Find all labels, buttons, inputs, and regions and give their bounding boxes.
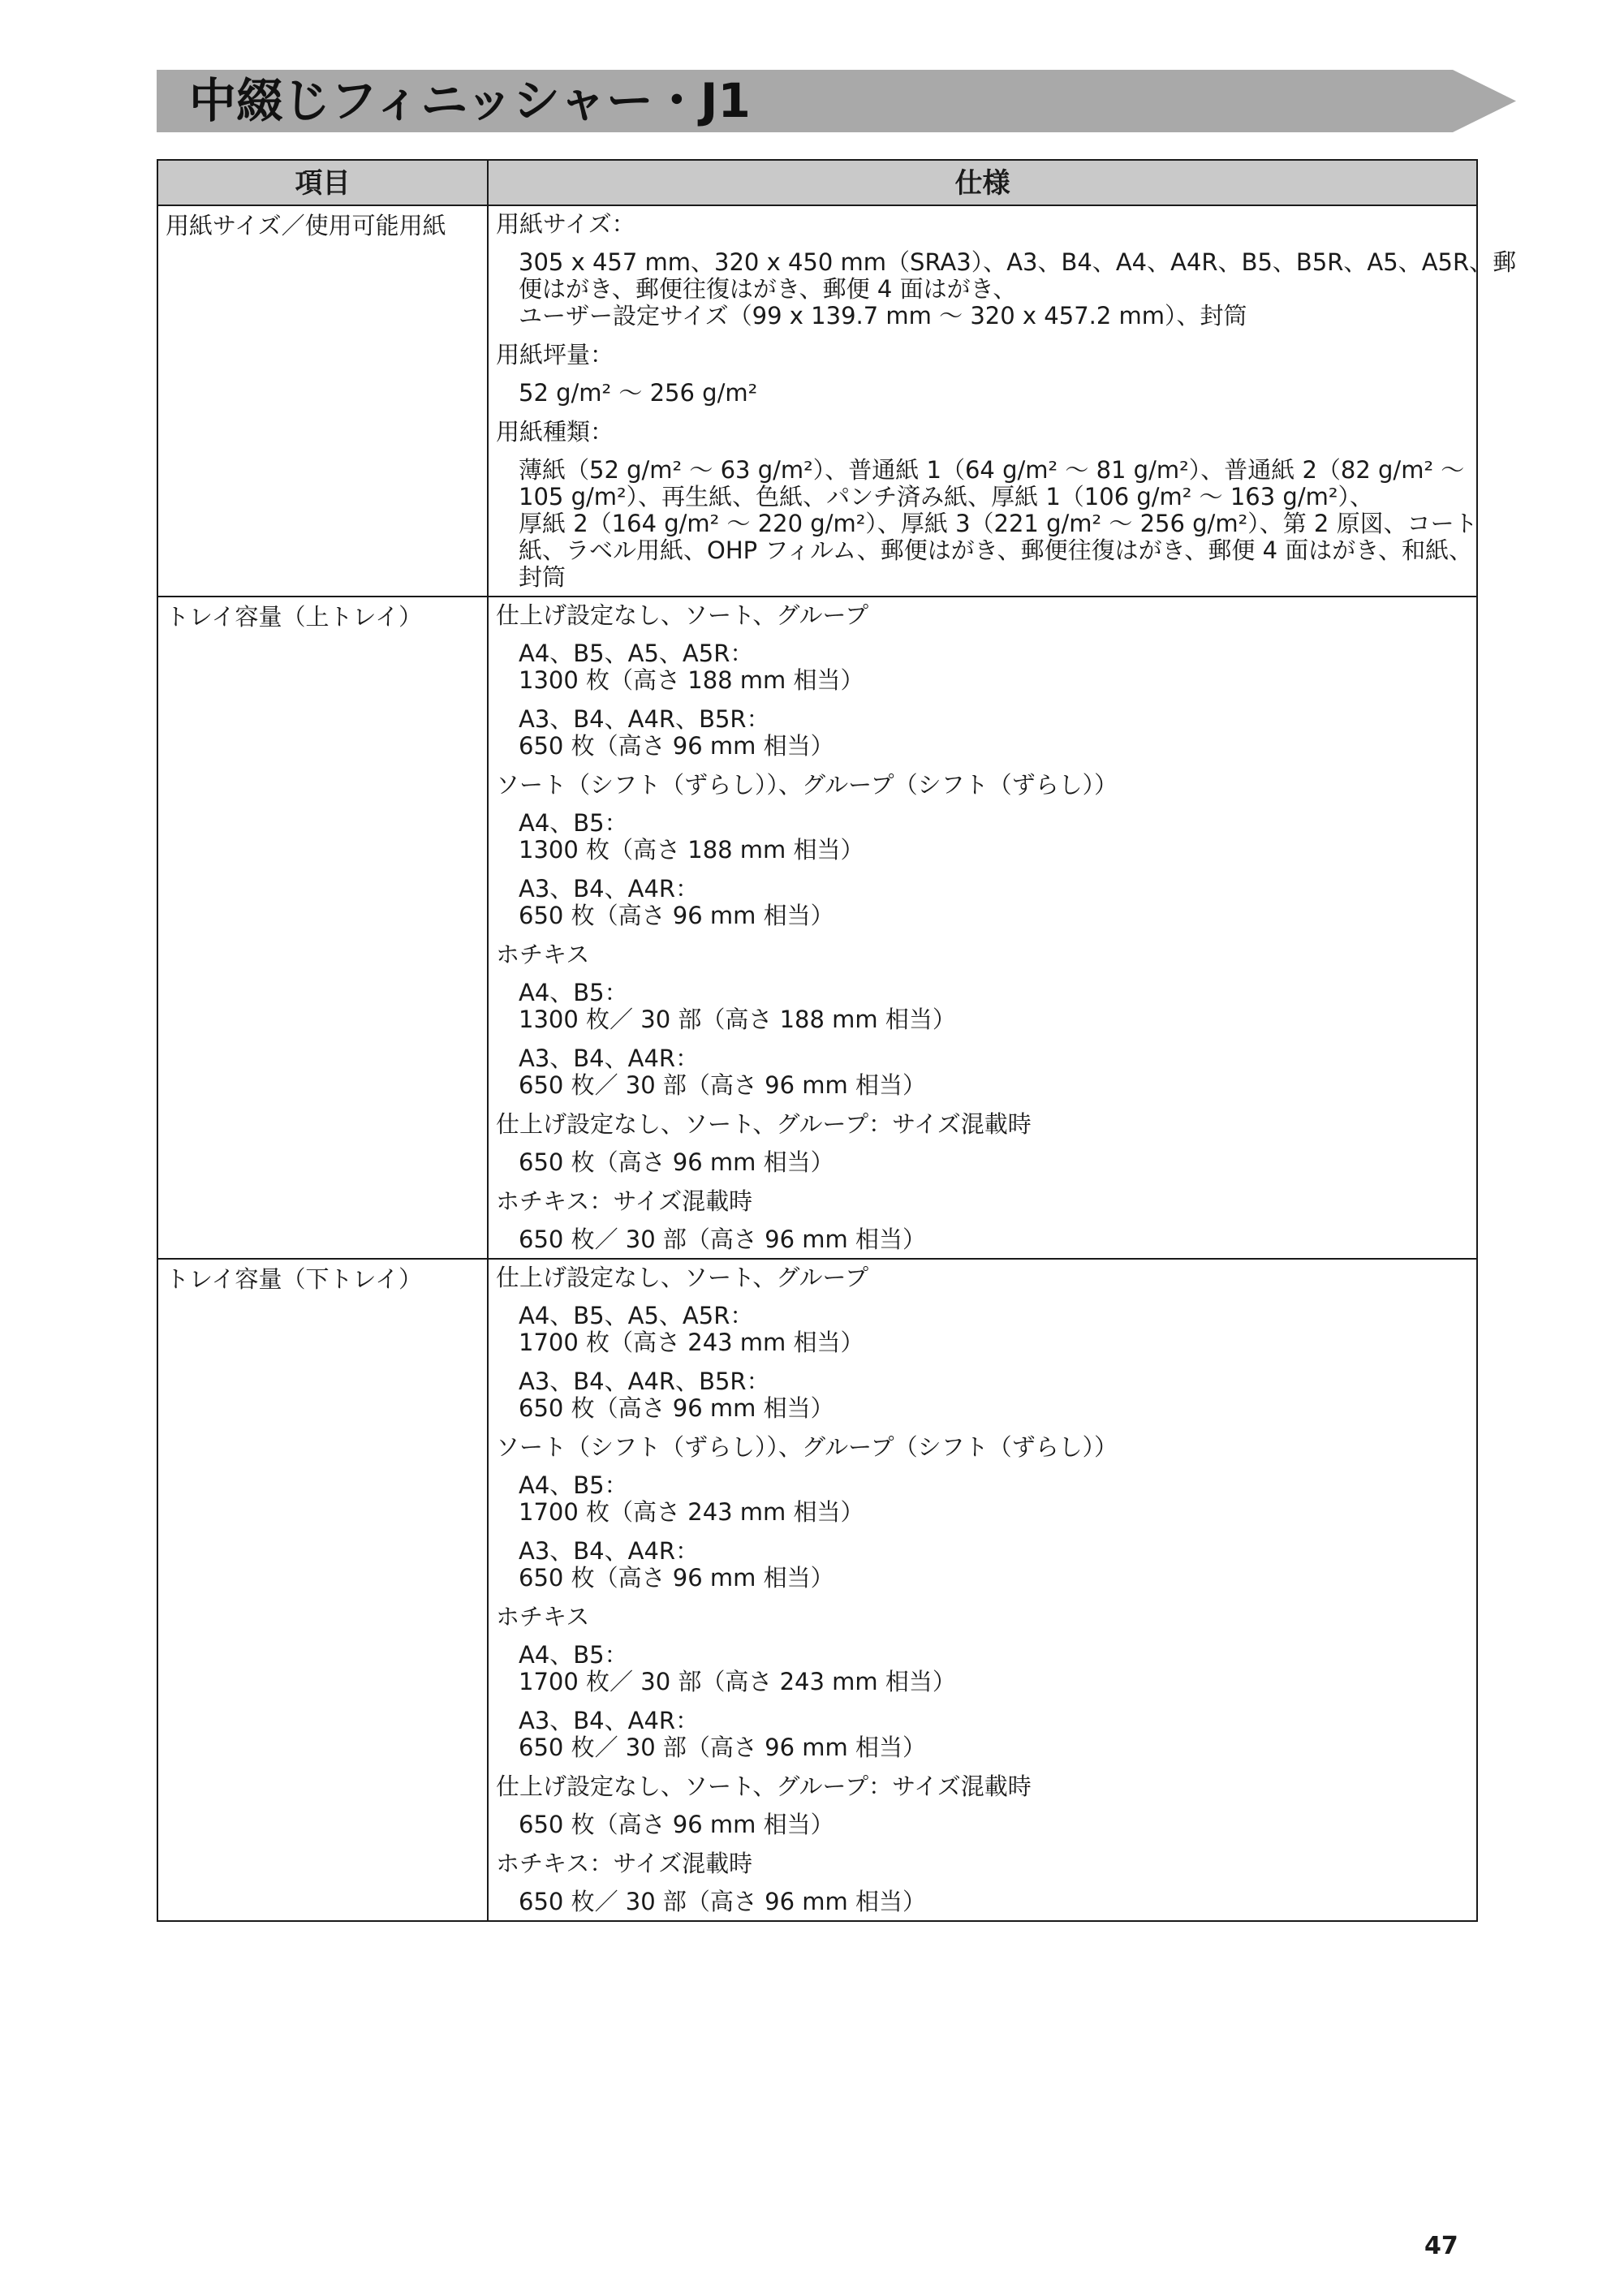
spec-cell [488,597,1477,1259]
spec-line: 650 枚（高さ 96 mm 相当） [519,1564,834,1592]
spec-heading: 仕上げ設定なし、ソート、グループ [496,1264,869,1291]
spec-line: A3、B4、A4R、B5R： [519,1368,770,1395]
spec-line: 650 枚／ 30 部（高さ 96 mm 相当） [519,1071,926,1099]
spec-heading: ソート（シフト（ずらし））、グループ（シフト（ずらし）） [496,1433,1118,1461]
spec-line: A3、B4、A4R： [519,1537,700,1565]
spec-detail [519,810,1470,864]
page-title: 中綴じフィニッシャー・J1 [189,73,751,128]
spec-line: ユーザー設定サイズ（99 x 139.7 mm ～ 320 x 457.2 mm）、封筒 [519,302,1247,330]
table-row [157,1259,1477,1921]
spec-detail [519,1889,1470,1915]
spec-detail [519,1368,1470,1422]
spec-detail [519,248,1517,330]
spec-line: 薄紙（52 g/m² ～ 63 g/m²）、普通紙 1（64 g/m² ～ 81 g/m²）、普通紙 2（82 g/m² ～ [519,456,1465,484]
spec-line: A4、B5： [519,1641,628,1669]
table-row [157,205,1477,597]
spec-detail [519,1811,1470,1838]
spec-heading: 仕上げ設定なし、ソート、グループ [496,601,869,629]
spec-line: 305 x 457 mm、320 x 450 mm（SRA3）、A3、B4、A4、A4R、B5、B5R、A5、A5R、郵 [519,248,1517,276]
spec-detail [519,1642,1470,1695]
page-number: 47 [1424,2232,1458,2260]
spec-heading: 仕上げ設定なし、ソート、グループ：サイズ混載時 [496,1773,1032,1800]
spec-line: A4、B5： [519,979,628,1006]
spec-line: 紙、ラベル用紙、OHP フィルム、郵便はがき、郵便往復はがき、郵便 4 面はがき、和紙、 [519,536,1473,564]
spec-heading: ホチキス：サイズ混載時 [496,1850,753,1877]
spec-line: A4、B5、A5、A5R： [519,640,754,667]
spec-line: A4、B5： [519,809,628,837]
spec-line: 650 枚（高さ 96 mm 相当） [519,732,834,760]
spec-heading: ホチキス [496,1603,590,1630]
spec-heading: ホチキス：サイズ混載時 [496,1187,753,1215]
item-cell: トレイ容量（上トレイ） [157,597,488,1259]
spec-detail [519,1708,1470,1761]
spec-line: A3、B4、A4R： [519,875,700,902]
spec-line: 1700 枚（高さ 243 mm 相当） [519,1329,864,1356]
spec-detail [519,1538,1470,1592]
spec-heading: 用紙サイズ： [496,210,635,238]
spec-line: A3、B4、A4R、B5R： [519,705,770,733]
spec-heading: 仕上げ設定なし、ソート、グループ：サイズ混載時 [496,1110,1032,1138]
spec-table [157,159,1517,1922]
header-item: 項目 [157,160,488,205]
spec-line: 650 枚（高さ 96 mm 相当） [519,1148,834,1176]
spec-line: 105 g/m²）、再生紙、色紙、パンチ済み紙、厚紙 1（106 g/m² ～ 163 g/m²）、 [519,483,1373,510]
spec-detail [519,1045,1470,1099]
spec-line: A4、B5、A5、A5R： [519,1302,754,1329]
spec-line: 1700 枚（高さ 243 mm 相当） [519,1498,864,1526]
spec-detail [519,380,1470,407]
spec-line: 便はがき、郵便往復はがき、郵便 4 面はがき、 [519,275,1017,303]
spec-detail [519,706,1470,760]
table-header-row [157,160,1477,205]
spec-line: 650 枚（高さ 96 mm 相当） [519,1394,834,1422]
spec-line: A3、B4、A4R： [519,1045,700,1072]
spec-cell [488,1259,1477,1921]
spec-detail [519,1303,1470,1356]
spec-line: 1300 枚（高さ 188 mm 相当） [519,666,864,694]
item-cell: 用紙サイズ／使用可能用紙 [157,205,488,597]
spec-heading: 用紙坪量： [496,341,614,368]
spec-detail [519,1149,1470,1176]
item-cell: トレイ容量（下トレイ） [157,1259,488,1921]
spec-line: 1700 枚／ 30 部（高さ 243 mm 相当） [519,1668,956,1695]
spec-line: 52 g/m² ～ 256 g/m² [519,379,758,407]
spec-line: 650 枚（高さ 96 mm 相当） [519,902,834,929]
spec-heading: 用紙種類： [496,418,614,446]
spec-detail [519,876,1470,929]
spec-line: 厚紙 2（164 g/m² ～ 220 g/m²）、厚紙 3（221 g/m² ～ 256 g/m²）、第 2 原図、コート [519,510,1478,537]
spec-detail [519,1472,1470,1526]
spec-line: 1300 枚（高さ 188 mm 相当） [519,836,864,864]
table-body [157,205,1517,1921]
spec-line: A3、B4、A4R： [519,1707,700,1734]
spec-heading: ソート（シフト（ずらし））、グループ（シフト（ずらし）） [496,771,1118,799]
spec-cell [488,205,1517,597]
spec-detail [519,456,1478,591]
spec-line: 650 枚／ 30 部（高さ 96 mm 相当） [519,1888,926,1915]
spec-detail [519,640,1470,694]
spec-line: 1300 枚／ 30 部（高さ 188 mm 相当） [519,1006,956,1033]
table-row [157,597,1477,1259]
spec-line: 650 枚／ 30 部（高さ 96 mm 相当） [519,1226,926,1253]
spec-line: A4、B5： [519,1471,628,1499]
spec-line: 封筒 [519,563,566,591]
spec-detail [519,1226,1470,1253]
header-spec: 仕様 [488,160,1477,205]
spec-heading: ホチキス [496,941,590,968]
spec-line: 650 枚（高さ 96 mm 相当） [519,1811,834,1838]
spec-line: 650 枚／ 30 部（高さ 96 mm 相当） [519,1734,926,1761]
spec-detail [519,980,1470,1033]
